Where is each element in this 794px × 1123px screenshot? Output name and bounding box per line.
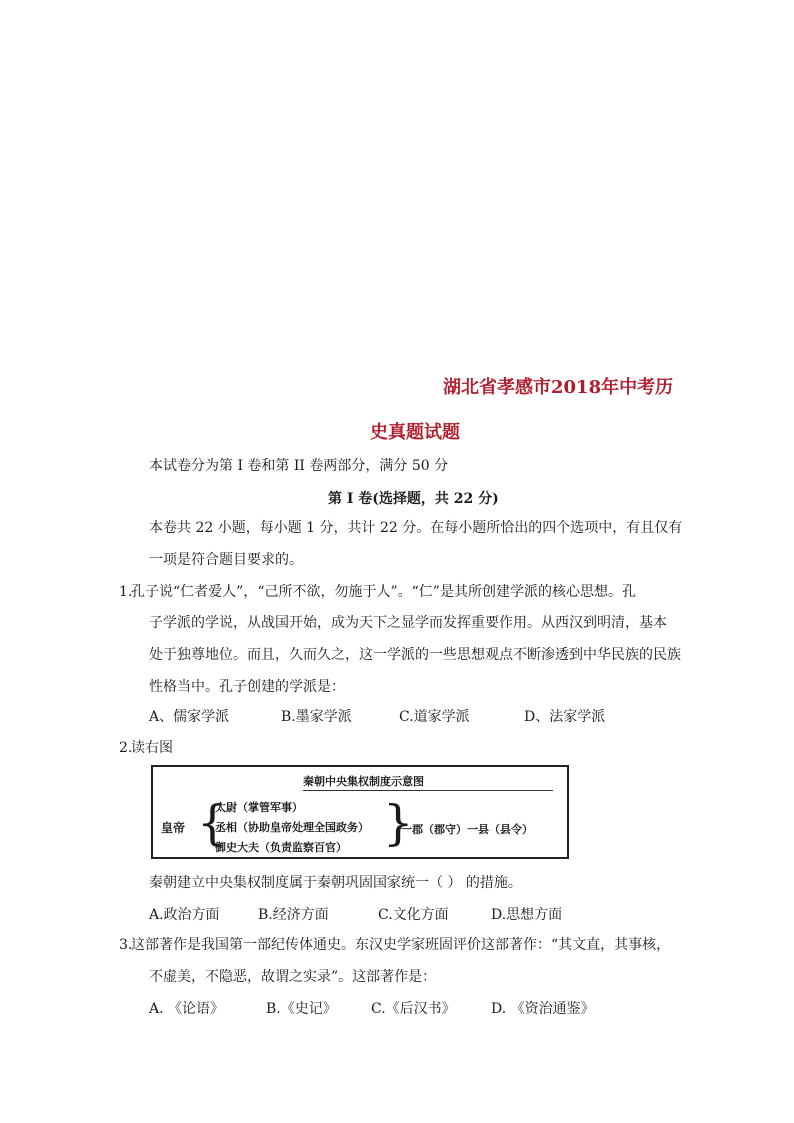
section-instruction-1: 本卷共 22 小题，每小题 1 分，共计 22 分。在每小题所恰出的四个选项中，有且仅有 bbox=[149, 520, 683, 536]
question-1-line-4: 性格当中。孔子创建的学派是： bbox=[149, 679, 345, 695]
question-3-line-1: 这部著作是我国第一部纪传体通史。东汉史学家班固评价这部著作：“其文直，其事核， bbox=[131, 937, 671, 953]
right-brace-icon: } bbox=[383, 795, 414, 851]
diagram-emperor: 皇帝 bbox=[161, 821, 186, 835]
question-1-line-1: 孔子说“仁者爱人”，“己所不欲，勿施于人”。“仁”是其所创建学派的核心思想。孔 bbox=[131, 584, 636, 600]
left-brace-icon: { bbox=[197, 795, 228, 851]
question-2-question: 秦朝建立中央集权制度属于秦朝巩固国家统一（ ） 的措施。 bbox=[149, 875, 522, 891]
question-1-line-2: 子学派的学说，从战国开始，成为天下之显学而发挥重要作用。从西汉到明清，基本 bbox=[149, 615, 667, 631]
diagram-official-chengxiang: 丞相（协助皇帝处理全国政务） bbox=[215, 821, 369, 834]
exam-title-line2: 史真题试题 bbox=[370, 422, 460, 443]
question-1-line-3: 处于独尊地位。而且，久而久之，这一学派的一些思想观点不断渗透到中华民族的民族 bbox=[149, 647, 681, 663]
question-1-option-a[interactable]: A、儒家学派 bbox=[149, 709, 230, 725]
question-3-option-a[interactable]: A. 《论语》 bbox=[149, 1001, 225, 1017]
question-3-option-c[interactable]: C.《后汉书》 bbox=[371, 1001, 456, 1017]
question-1-number: 1. bbox=[119, 584, 133, 600]
diagram-divider bbox=[303, 790, 553, 791]
question-2-option-a[interactable]: A.政治方面 bbox=[149, 907, 220, 923]
exam-intro: 本试卷分为第 I 卷和第 II 卷两部分，满分 50 分 bbox=[149, 458, 449, 474]
question-2-stem: 读右图 bbox=[131, 740, 173, 756]
question-1-option-b[interactable]: B.墨家学派 bbox=[281, 709, 352, 725]
question-3-option-b[interactable]: B.《史记》 bbox=[266, 1001, 337, 1017]
question-2-option-d[interactable]: D.思想方面 bbox=[491, 907, 563, 923]
question-1-option-c[interactable]: C.道家学派 bbox=[399, 709, 470, 725]
diagram-official-yushi: 御史大夫（负责监察百官） bbox=[215, 841, 347, 854]
diagram-local-chain: 一郡（郡守）一县（县令） bbox=[401, 823, 533, 836]
diagram-title: 秦朝中央集权制度示意图 bbox=[303, 775, 424, 788]
question-2-number: 2. bbox=[119, 740, 133, 756]
question-3-option-d[interactable]: D. 《资治通鉴》 bbox=[491, 1001, 595, 1017]
question-3-line-2: 不虚美，不隐恶，故谓之实录”。这部著作是： bbox=[149, 969, 437, 985]
question-3-number: 3. bbox=[119, 937, 133, 953]
diagram-official-taiwei: 太尉（掌管军事） bbox=[215, 801, 303, 814]
qin-system-diagram bbox=[151, 765, 569, 859]
section-heading: 第 I 卷(选择题，共 22 分) bbox=[328, 491, 499, 507]
question-2-option-c[interactable]: C.文化方面 bbox=[378, 907, 449, 923]
section-instruction-2: 一项是符合题目要求的。 bbox=[149, 552, 303, 568]
question-2-option-b[interactable]: B.经济方面 bbox=[258, 907, 329, 923]
exam-title-line1: 湖北省孝感市2018年中考历 bbox=[443, 377, 674, 398]
question-1-option-d[interactable]: D、法家学派 bbox=[524, 709, 606, 725]
